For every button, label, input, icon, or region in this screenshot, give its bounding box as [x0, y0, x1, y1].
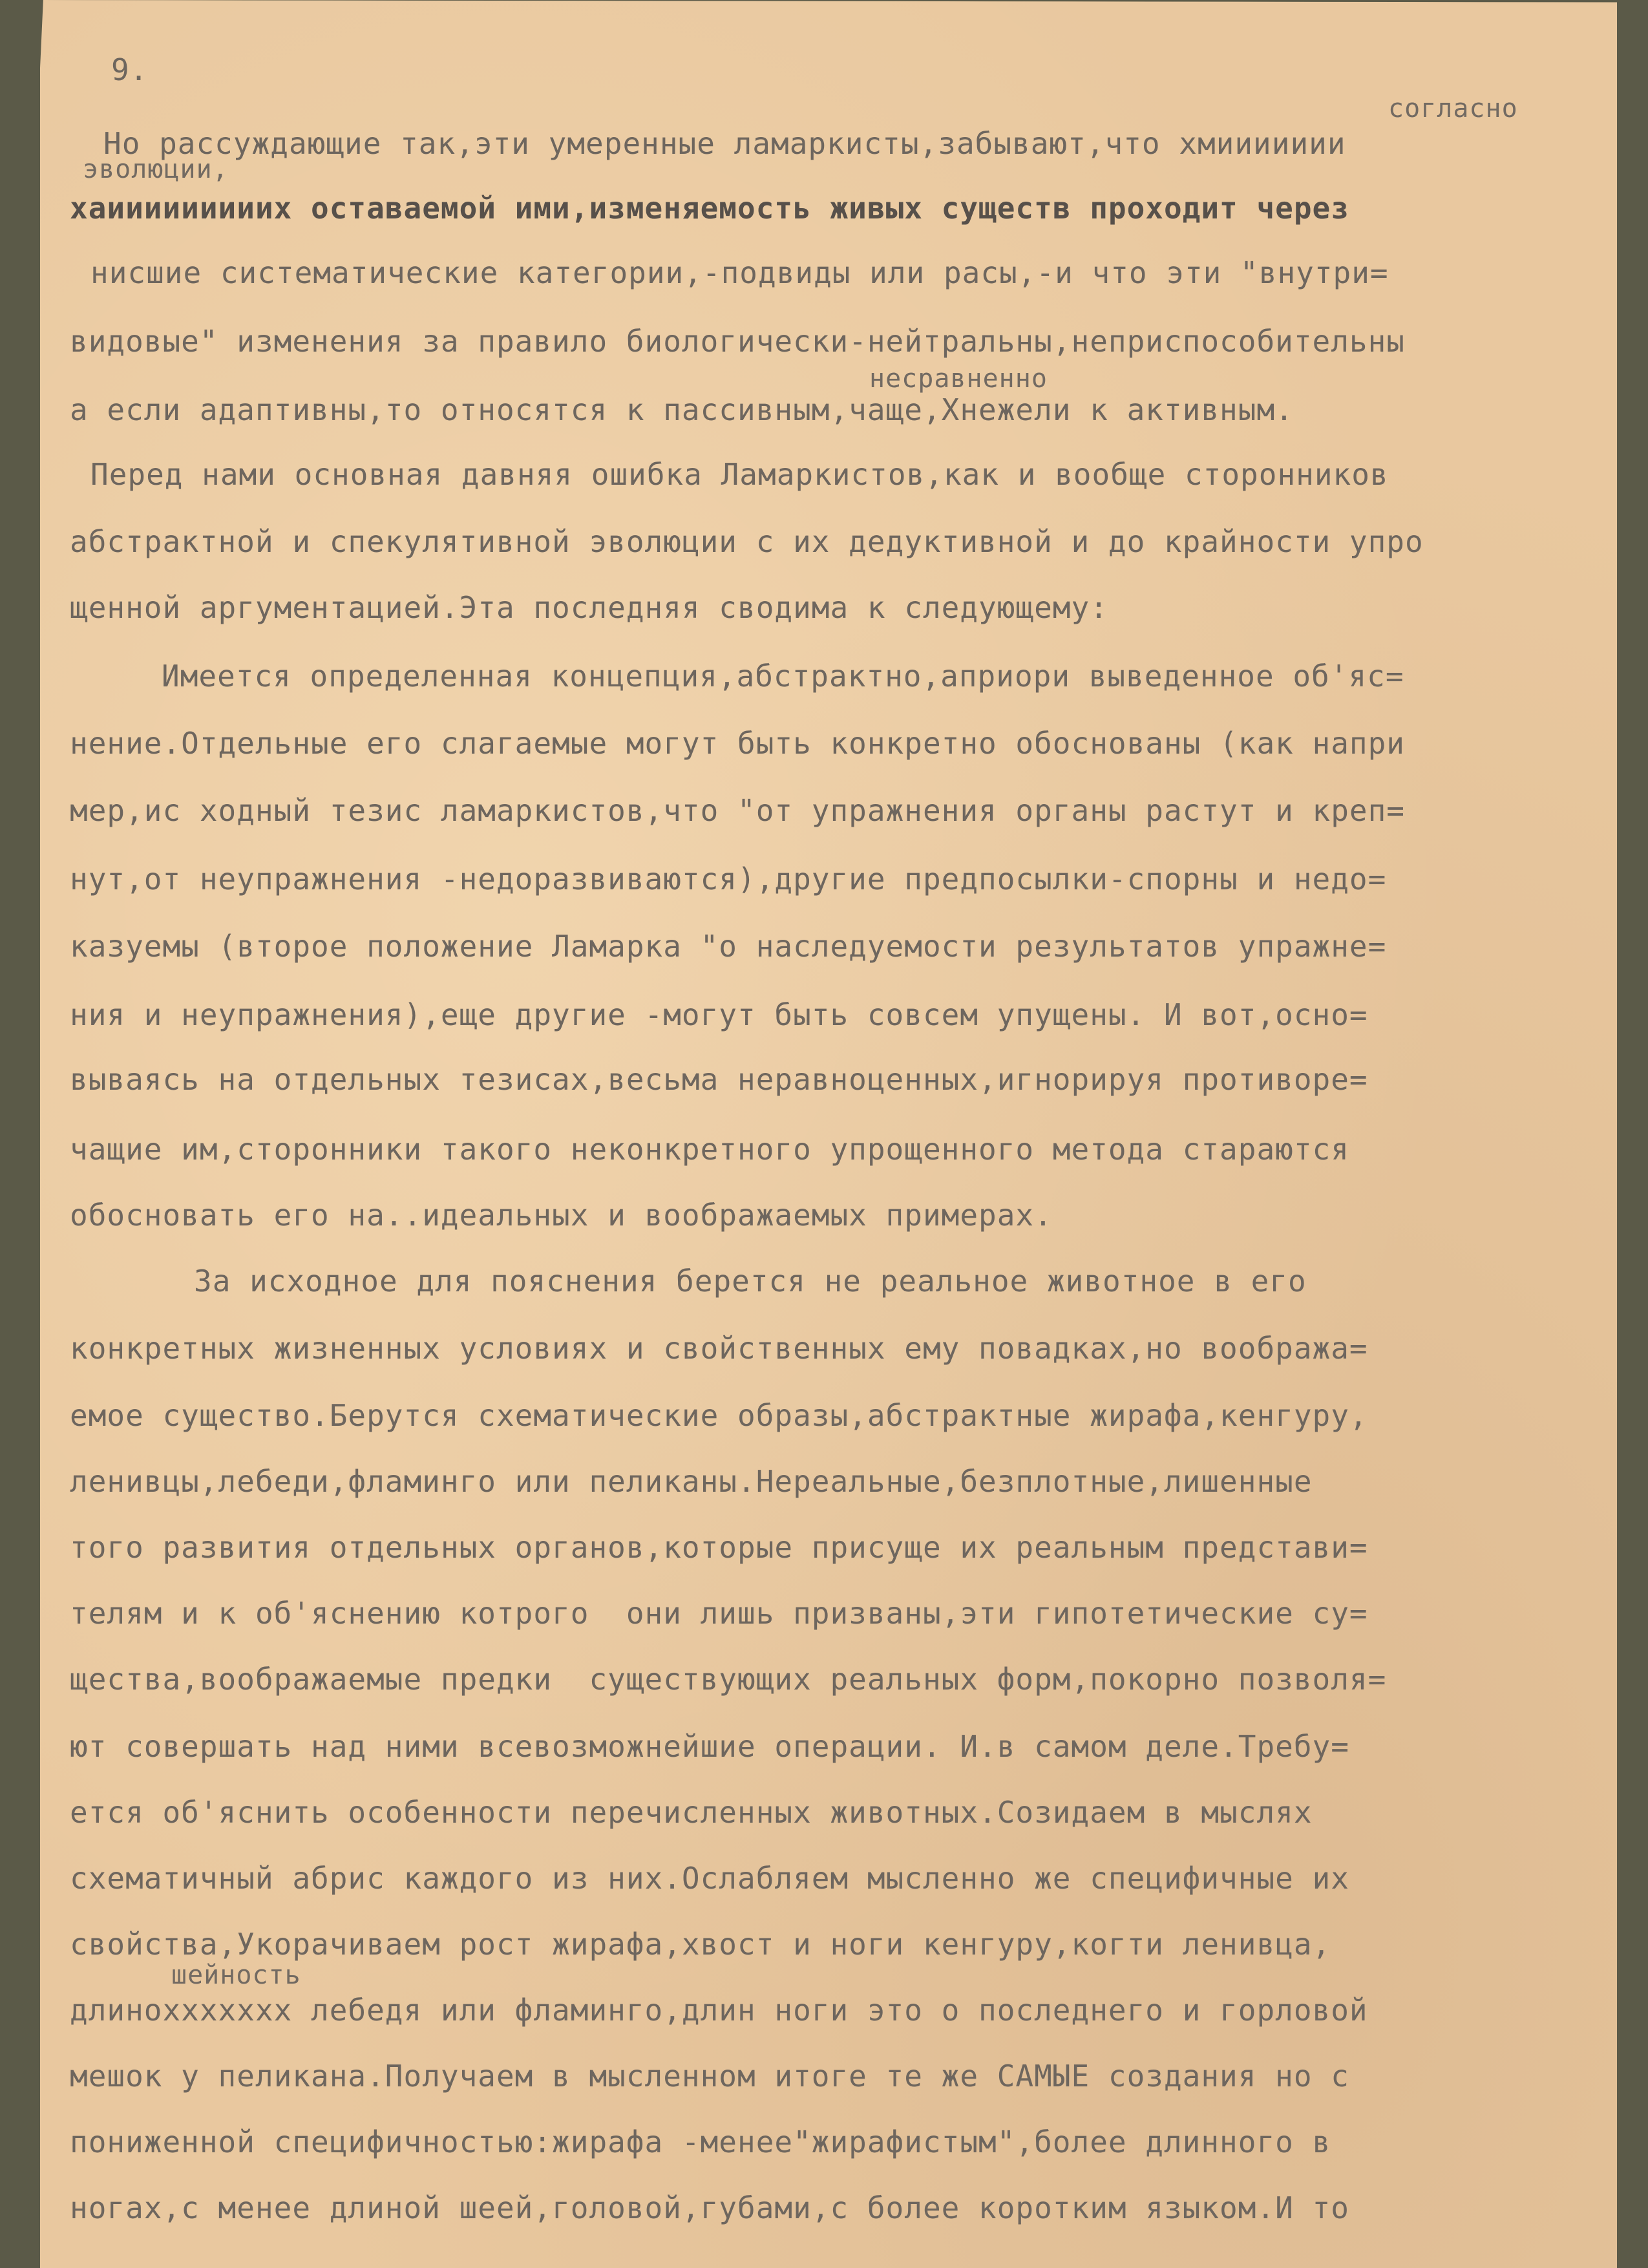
- text-line: абстрактной и спекулятивной эволюции с их дедуктивной и до крайности упро: [70, 524, 1424, 559]
- text-line: казуемы (второе положение Ламарка "о наследуемости результатов упражне=: [70, 929, 1387, 964]
- text-line: пониженной специфичностью:жирафа -менее"жирафистым",более длинного в: [70, 2125, 1331, 2159]
- text-line: того развития отдельных органов,которые присуще их реальным представи=: [70, 1530, 1368, 1565]
- text-line: ется об'яснить особенности перечисленных животных.Созидаем в мыслях: [70, 1795, 1313, 1830]
- text-line: обосновать его на..идеальных и воображаемых примерах.: [70, 1198, 1053, 1233]
- text-line: нение.Отдельные его слагаемые могут быть конкретно обоснованы (как напри: [70, 726, 1405, 761]
- insertion-above-line: шейность: [171, 1960, 301, 1990]
- text-line: Но рассуждающие так,эти умеренные ламаркисты,забывают,что хмиииииии: [103, 126, 1346, 161]
- text-line: Имеется определенная концепция,абстрактно,априори выведенное об'яс=: [162, 659, 1404, 694]
- text-line: щества,воображаемые предки существующих реальных форм,покорно позволя=: [70, 1662, 1387, 1697]
- insertion-above-line: эволюции,: [83, 154, 229, 184]
- text-line: а если адаптивны,то относятся к пассивным,чаще,Хнежели к активным.: [70, 392, 1294, 427]
- text-line: мешок у пеликана.Получаем в мысленном итоге те же САМЫЕ создания но с: [70, 2059, 1349, 2093]
- text-line: ют совершать над ними всевозможнейшие операции. И.в самом деле.Требу=: [70, 1729, 1349, 1764]
- text-line: вываясь на отдельных тезисах,весьма неравноценных,игнорируя противоре=: [70, 1062, 1368, 1097]
- text-line: длиноххххххх лебедя или фламинго,длин ноги это о последнего и горловой: [70, 1993, 1368, 2028]
- text-line: хаииииииииих оставаемой ими,изменяемость живых существ проходит через: [70, 191, 1349, 226]
- text-line: За исходное для пояснения берется не реальное животное в его: [194, 1264, 1307, 1298]
- text-line: видовые" изменения за правило биологически-нейтральны,неприспособительны: [70, 324, 1405, 359]
- insertion-above-line: несравненно: [869, 364, 1048, 394]
- text-line: конкретных жизненных условиях и свойственных ему повадках,но вообража=: [70, 1331, 1368, 1366]
- insertion-above-line: согласно: [1388, 94, 1518, 123]
- text-line: емое существо.Берутся схематические образы,абстрактные жирафа,кенгуру,: [70, 1398, 1368, 1433]
- text-line: ленивцы,лебеди,фламинго или пеликаны.Нереальные,безплотные,лишенные: [70, 1464, 1313, 1499]
- text-line: схематичный абрис каждого из них.Ослабляем мысленно же специфичные их: [70, 1861, 1349, 1896]
- text-line: чащие им,сторонники такого неконкретного упрощенного метода стараются: [70, 1132, 1349, 1167]
- text-line: телям и к об'яснению котрого они лишь призваны,эти гипотетические су=: [70, 1596, 1368, 1631]
- text-line: ногах,с менее длиной шеей,головой,губами,с более коротким языком.И то: [70, 2190, 1349, 2225]
- text-line: мер,ис ходный тезис ламаркистов,что "от упражнения органы растут и креп=: [70, 793, 1405, 828]
- text-line: щенной аргументацией.Эта последняя сводима к следующему:: [70, 590, 1108, 625]
- text-line: нисшие систематические категории,-подвиды или расы,-и что эти "внутри=: [90, 255, 1389, 290]
- page-number: 9.: [111, 52, 149, 87]
- text-line: нут,от неупражнения -недоразвиваются),другие предпосылки-спорны и недо=: [70, 862, 1387, 896]
- text-line: ния и неупражнения),еще другие -могут быть совсем упущены. И вот,осно=: [70, 997, 1368, 1032]
- text-line: свойства,Укорачиваем рост жирафа,хвост и ноги кенгуру,когти ленивца,: [70, 1927, 1331, 1962]
- text-line: Перед нами основная давняя ошибка Ламаркистов,как и вообще сторонников: [90, 457, 1389, 492]
